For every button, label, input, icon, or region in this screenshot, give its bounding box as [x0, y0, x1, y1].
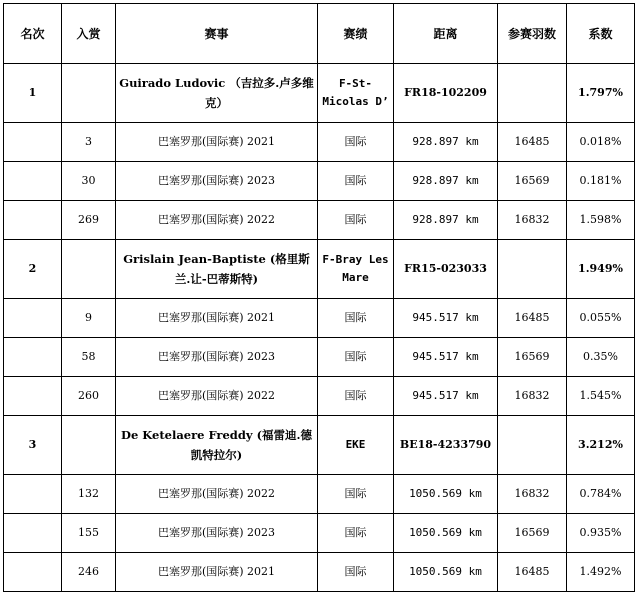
prize-cell [62, 416, 116, 475]
ring-number-cell: FR15-023033 [394, 240, 498, 299]
coef-cell: 0.784% [567, 475, 635, 514]
club-cell: 国际 [318, 338, 394, 377]
distance-cell: 1050.569 km [394, 514, 498, 553]
result-row [4, 338, 635, 377]
rank-cell [4, 475, 62, 514]
race-cell: 巴塞罗那(国际赛) 2023 [116, 162, 318, 201]
entries-cell: 16832 [498, 377, 567, 416]
coef-cell: 1.545% [567, 377, 635, 416]
coef-cell: 0.935% [567, 514, 635, 553]
header-coef: 系数 [567, 4, 635, 64]
owner-name-cell: De Ketelaere Freddy (福雷迪.德凯特拉尔) [116, 416, 318, 475]
entries-cell: 16832 [498, 475, 567, 514]
distance-cell: 1050.569 km [394, 475, 498, 514]
header-entries: 参赛羽数 [498, 4, 567, 64]
prize-cell [62, 64, 116, 123]
prize-cell: 260 [62, 377, 116, 416]
ring-number-cell: FR18-102209 [394, 64, 498, 123]
result-row [4, 514, 635, 553]
rank-cell: 3 [4, 416, 62, 475]
club-cell: F-St-Micolas D’ [318, 64, 394, 123]
club-cell: EKE [318, 416, 394, 475]
race-cell: 巴塞罗那(国际赛) 2021 [116, 553, 318, 592]
result-row [4, 201, 635, 240]
prize-cell: 269 [62, 201, 116, 240]
race-cell: 巴塞罗那(国际赛) 2023 [116, 514, 318, 553]
distance-cell: 928.897 km [394, 162, 498, 201]
coef-cell: 1.797% [567, 64, 635, 123]
prize-cell: 246 [62, 553, 116, 592]
club-cell: 国际 [318, 162, 394, 201]
header-race: 赛事 [116, 4, 318, 64]
entries-cell [498, 64, 567, 123]
rank-cell: 1 [4, 64, 62, 123]
result-row [4, 299, 635, 338]
prize-cell: 132 [62, 475, 116, 514]
result-row [4, 377, 635, 416]
rank-cell [4, 299, 62, 338]
coef-cell: 3.212% [567, 416, 635, 475]
result-row [4, 553, 635, 592]
rank-cell [4, 162, 62, 201]
header-club: 赛绩 [318, 4, 394, 64]
entries-cell: 16569 [498, 162, 567, 201]
rank-cell: 2 [4, 240, 62, 299]
distance-cell: 1050.569 km [394, 553, 498, 592]
result-row [4, 475, 635, 514]
entries-cell [498, 240, 567, 299]
club-cell: 国际 [318, 299, 394, 338]
distance-cell: 945.517 km [394, 377, 498, 416]
pigeon-row [4, 64, 635, 123]
entries-cell: 16569 [498, 514, 567, 553]
rank-cell [4, 201, 62, 240]
club-cell: F-Bray Les Mare [318, 240, 394, 299]
distance-cell: 945.517 km [394, 299, 498, 338]
prize-cell: 30 [62, 162, 116, 201]
race-cell: 巴塞罗那(国际赛) 2022 [116, 377, 318, 416]
club-cell: 国际 [318, 123, 394, 162]
rank-cell [4, 123, 62, 162]
prize-cell: 3 [62, 123, 116, 162]
prize-cell [62, 240, 116, 299]
results-table [3, 3, 635, 592]
distance-cell: 945.517 km [394, 338, 498, 377]
race-cell: 巴塞罗那(国际赛) 2021 [116, 123, 318, 162]
coef-cell: 1.949% [567, 240, 635, 299]
prize-cell: 58 [62, 338, 116, 377]
owner-name-cell: Guirado Ludovic （吉拉多.卢多维克） [116, 64, 318, 123]
owner-name-cell: Grislain Jean-Baptiste (格里斯兰.让-巴蒂斯特) [116, 240, 318, 299]
race-cell: 巴塞罗那(国际赛) 2022 [116, 201, 318, 240]
ring-number-cell: BE18-4233790 [394, 416, 498, 475]
distance-cell: 928.897 km [394, 123, 498, 162]
entries-cell: 16485 [498, 299, 567, 338]
coef-cell: 0.35% [567, 338, 635, 377]
entries-cell: 16569 [498, 338, 567, 377]
club-cell: 国际 [318, 514, 394, 553]
pigeon-row [4, 416, 635, 475]
coef-cell: 1.598% [567, 201, 635, 240]
entries-cell: 16485 [498, 123, 567, 162]
header-row [4, 4, 635, 64]
header-prize: 入赏 [62, 4, 116, 64]
rank-cell [4, 514, 62, 553]
result-row [4, 162, 635, 201]
race-cell: 巴塞罗那(国际赛) 2022 [116, 475, 318, 514]
pigeon-row [4, 240, 635, 299]
club-cell: 国际 [318, 553, 394, 592]
prize-cell: 9 [62, 299, 116, 338]
rank-cell [4, 377, 62, 416]
coef-cell: 0.018% [567, 123, 635, 162]
club-cell: 国际 [318, 475, 394, 514]
entries-cell [498, 416, 567, 475]
distance-cell: 928.897 km [394, 201, 498, 240]
rank-cell [4, 338, 62, 377]
club-cell: 国际 [318, 377, 394, 416]
entries-cell: 16832 [498, 201, 567, 240]
rank-cell [4, 553, 62, 592]
club-cell: 国际 [318, 201, 394, 240]
header-distance: 距离 [394, 4, 498, 64]
prize-cell: 155 [62, 514, 116, 553]
coef-cell: 0.055% [567, 299, 635, 338]
coef-cell: 1.492% [567, 553, 635, 592]
header-rank: 名次 [4, 4, 62, 64]
result-row [4, 123, 635, 162]
coef-cell: 0.181% [567, 162, 635, 201]
entries-cell: 16485 [498, 553, 567, 592]
race-cell: 巴塞罗那(国际赛) 2021 [116, 299, 318, 338]
race-cell: 巴塞罗那(国际赛) 2023 [116, 338, 318, 377]
